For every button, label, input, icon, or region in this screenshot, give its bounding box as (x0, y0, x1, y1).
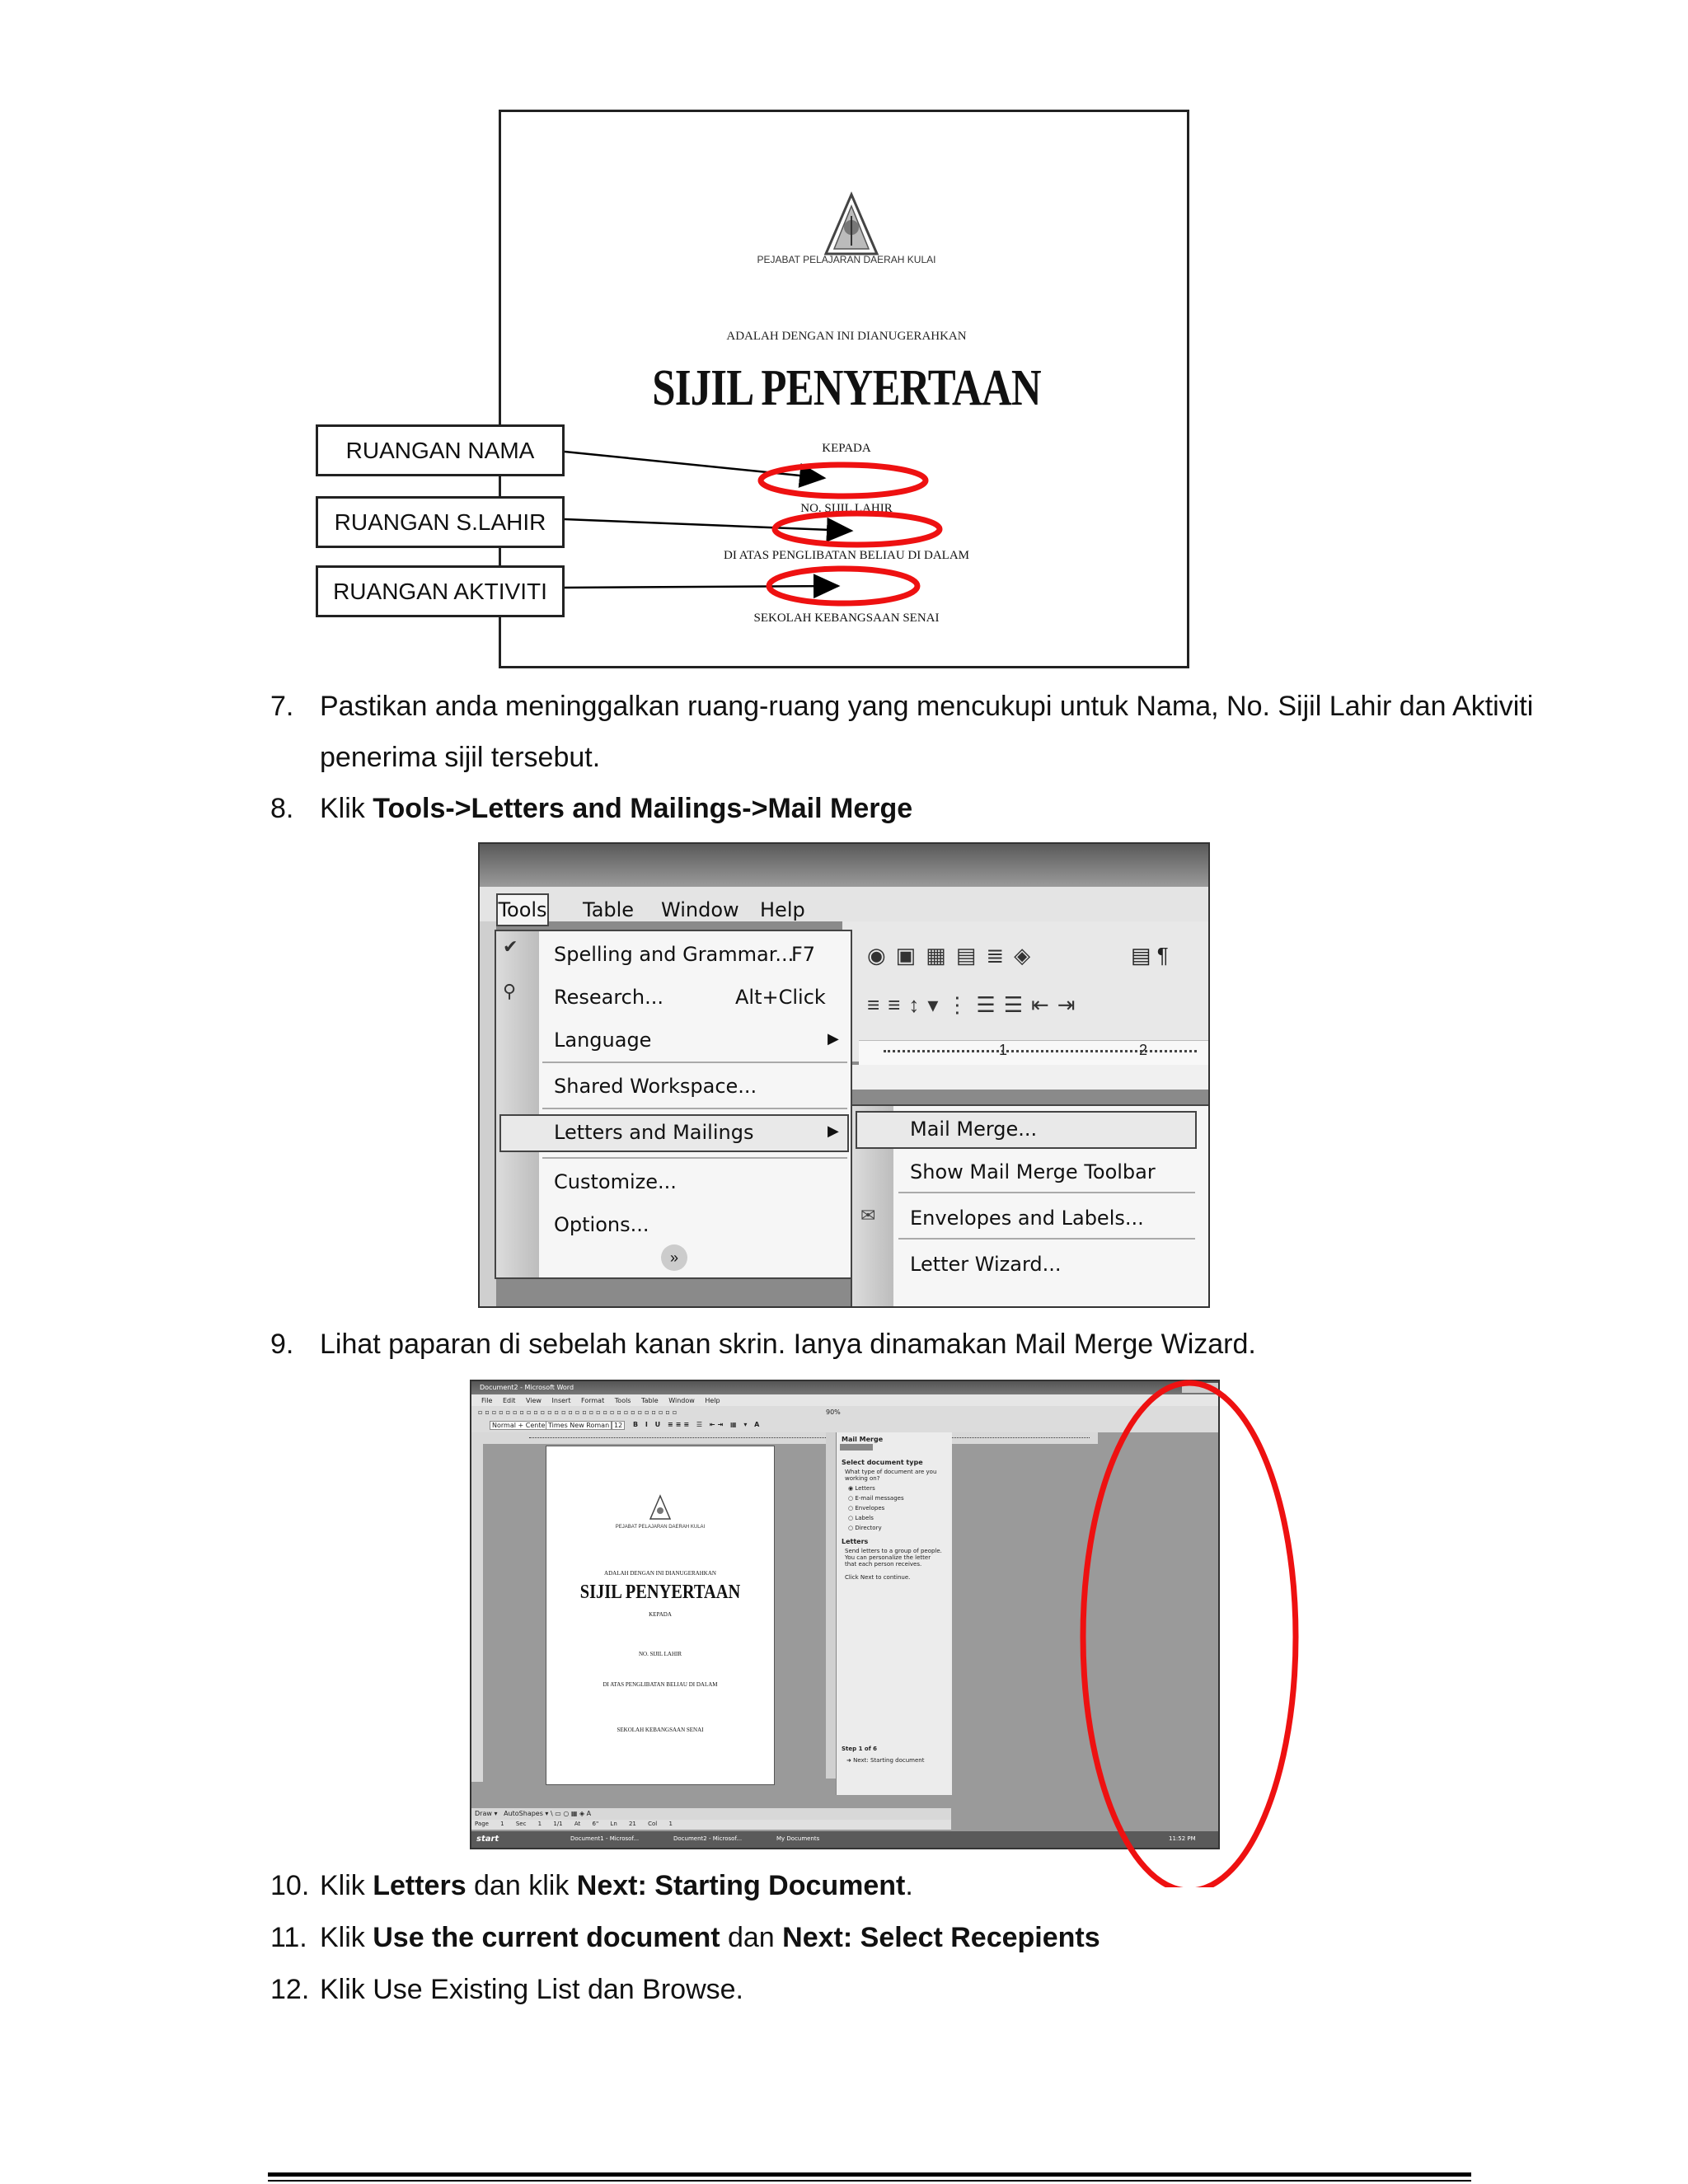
envelope-icon: ✉ (860, 1205, 876, 1226)
menu-item-letters-mailings[interactable]: Letters and Mailings (554, 1121, 754, 1144)
callout-nama: RUANGAN NAMA (316, 424, 565, 476)
window-title: Document2 - Microsoft Word (480, 1384, 574, 1391)
toolbar-icons-1: ◉▣▦▤≣◈ (867, 943, 1041, 968)
submenu-show-toolbar[interactable]: Show Mail Merge Toolbar (910, 1160, 1156, 1183)
option-labels[interactable]: ○ Labels (848, 1515, 874, 1521)
expand-chevron-icon[interactable]: » (661, 1244, 687, 1271)
arrow-nama (565, 452, 824, 478)
cert-line1: ADALAH DENGAN INI DIANUGERAHKAN (726, 330, 967, 343)
cert-office: PEJABAT PELAJARAN DAERAH KULAI (757, 254, 936, 265)
cert-no-sijil: NO. SIJIL LAHIR (800, 502, 893, 515)
menu-item-research[interactable]: Research... (554, 986, 663, 1009)
cert-kepada: KEPADA (822, 442, 871, 455)
draw-menu[interactable]: Draw ▾ AutoShapes ▾ \ ▭ ○ ▦ ◈ A (475, 1810, 592, 1817)
menu-help[interactable]: Help (760, 898, 805, 921)
start-button[interactable]: start (476, 1835, 499, 1844)
menu-screenshot (478, 842, 1210, 1308)
next-starting-document[interactable]: ➜ Next: Starting document (846, 1757, 925, 1764)
footer-rule (268, 2172, 1471, 2177)
ellipse-mail-merge-pane (1083, 1383, 1296, 1887)
cert-title: SIJIL PENYERTAAN (652, 360, 1041, 416)
tools-dropdown: ✔ ⚲ Spelling and Grammar... F7 Research... Alt+Click Language ▶ Shared Workspace... Letters and Mailings ▶ Customize... Options... » (495, 930, 852, 1279)
arrow-aktiviti (565, 586, 838, 588)
menu-item-language[interactable]: Language (554, 1029, 652, 1052)
arrow-slahir (565, 519, 851, 531)
step-9: 9. Lihat paparan di sebelah kanan skrin. Ianya dinamakan Mail Merge Wizard. (270, 1329, 1256, 1360)
pane-title: Mail Merge (842, 1436, 884, 1443)
option-envelopes[interactable]: ○ Envelopes (848, 1505, 885, 1511)
annotation-overlay (0, 0, 1688, 742)
word-menubar[interactable]: File Edit View Insert Format Tools Table Window Help (481, 1397, 720, 1404)
mail-merge-pane: Mail Merge Select document type What type of document are you working on? ◉ Letters ○ E-mail messages ○ Envelopes ○ Labels ○ Directory Letters Send letters to a group of people. You can personalize the letter that each person receives. Click Next to continue. Step 1 of 6 ➜ Next: Starting document (836, 1432, 952, 1795)
step-10: 10. Klik Letters dan klik Next: Starting Document. (270, 1870, 913, 1901)
document-page: PEJABAT PELAJARAN DAERAH KULAI ADALAH DENGAN INI DIANUGERAHKAN SIJIL PENYERTAAN KEPADA NO. SIJIL LAHIR DI ATAS PENGLIBATAN BELIAU DI DALAM SEKOLAH KEBANGSAAN SENAI (546, 1446, 775, 1785)
option-email[interactable]: ○ E-mail messages (848, 1495, 904, 1502)
footer-rule-thin (268, 2180, 1471, 2182)
menu-tools[interactable]: Tools (496, 893, 549, 926)
pane-highlight (0, 1352, 1688, 1887)
step-11: 11. Klik Use the current document dan Next: Select Recepients (270, 1922, 1100, 1953)
standard-toolbar[interactable]: ▫▫▫▫▫▫▫▫▫▫▫▫▫▫▫▫▫▫▫▫▫▫▫▫▫▫▫▫▫ (478, 1408, 680, 1416)
step-12: 12. Klik Use Existing List dan Browse. (270, 1974, 743, 2005)
research-icon: ⚲ (503, 981, 517, 1001)
ellipse-nama (761, 465, 926, 496)
menu-item-shared-workspace[interactable]: Shared Workspace... (554, 1075, 757, 1098)
menu-window[interactable]: Window (661, 898, 739, 921)
ruler-mark-1: 1 (999, 1042, 1008, 1058)
cert-sekolah: SEKOLAH KEBANGSAAN SENAI (753, 612, 940, 625)
menu-item-options[interactable]: Options... (554, 1213, 649, 1236)
option-directory[interactable]: ○ Directory (848, 1525, 882, 1531)
submenu-letter-wizard[interactable]: Letter Wizard... (910, 1253, 1062, 1276)
menu-item-spelling[interactable]: Spelling and Grammar... (554, 943, 795, 966)
spelling-icon: ✔ (503, 936, 518, 957)
step-7: 7. Pastikan anda meninggalkan ruang-ruang yang mencukupi untuk Nama, No. Sijil Lahir dan Aktiviti penerima sijil tersebut. (270, 691, 1534, 773)
submenu-mail-merge[interactable]: Mail Merge... (910, 1118, 1038, 1141)
callout-aktiviti: RUANGAN AKTIVITI (316, 565, 565, 617)
callout-slahir: RUANGAN S.LAHIR (316, 496, 565, 548)
menu-table[interactable]: Table (583, 898, 635, 921)
step-8: 8. Klik Tools->Letters and Mailings->Mail Merge (270, 793, 913, 824)
option-letters[interactable]: ◉ Letters (848, 1485, 875, 1492)
pilcrow-icon: ▤ ¶ (1131, 943, 1169, 968)
submenu-arrow-icon: ▶ (828, 1030, 839, 1047)
word-screenshot: Document2 - Microsoft Word File Edit View Insert Format Tools Table Window Help ▫▫▫▫▫▫▫▫▫▫▫▫▫▫▫▫▫▫▫▫▫▫▫▫▫▫▫▫▫ 90% Normal + Cente Times New Roman 12 B I U ≡≡≡ ☰ ⇤⇥ ▦ ▾ A PEJABAT PELAJARAN DAERAH KULAI ADALAH DENGAN INI DIANUGERAHKAN SIJIL PENYERTAAN KEPADA NO. SIJIL LAHIR DI ATAS PENGLIBATAN BELIAU DI DALAM SEKOLAH KEBANGSAAN SENAI Mail Merge Select document type What type of document are you working on? ◉ Letters ○ E-mail messages ○ Envelopes ○ Labels ○ Directory Letters Send letters to a group of people. You can personalize the letter that each person receives. Click Next to continue. Step 1 of 6 ➜ Next: Starting document Draw ▾ AutoShapes ▾ \ ▭ ○ ▦ ◈ A Page 1 Sec 1 1/1 At 6" Ln 21 Col 1 start Document1 - Microsof... Document2 - Microsof... My Documents 11:52 PM (470, 1380, 1220, 1849)
menu-item-customize[interactable]: Customize... (554, 1170, 677, 1193)
submenu-envelopes[interactable]: Envelopes and Labels... (910, 1207, 1144, 1230)
letters-submenu (851, 1104, 1210, 1308)
ruler-mark-2: 2 (1139, 1042, 1148, 1058)
cert-atas: DI ATAS PENGLIBATAN BELIAU DI DALAM (723, 549, 969, 562)
toolbar-icons-2: ≡≡↕▾⋮☰☰⇤⇥ (867, 992, 1084, 1017)
submenu-arrow-icon: ▶ (828, 1122, 839, 1139)
status-bar: Page 1 Sec 1 1/1 At 6" Ln 21 Col 1 (475, 1821, 673, 1827)
